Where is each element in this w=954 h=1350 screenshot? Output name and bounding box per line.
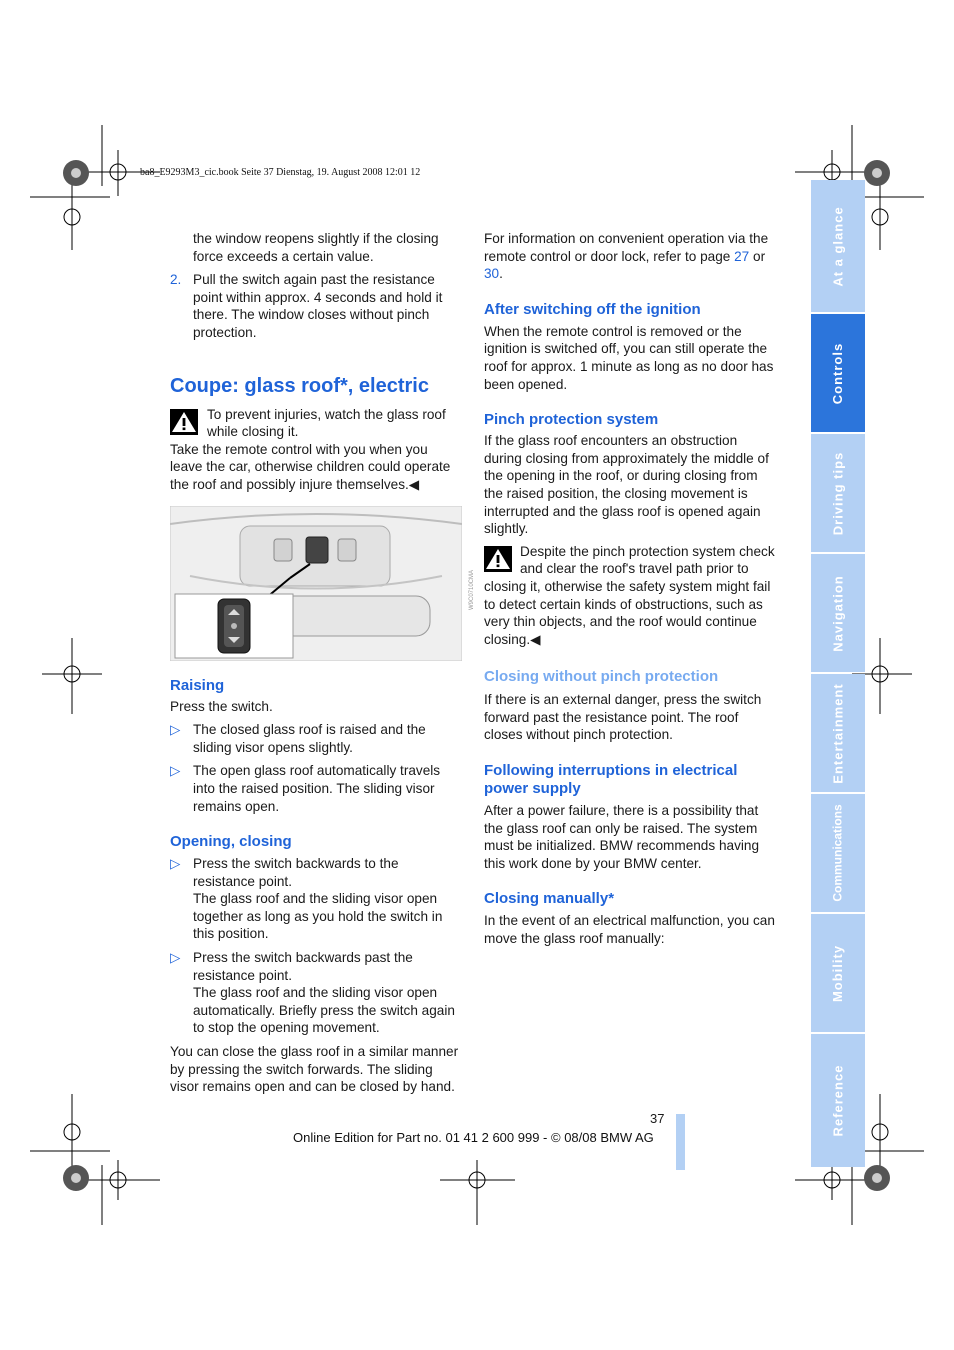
pinch-protection-text: If the glass roof encounters an obstruction during closing from approximately the middle of the opening in the roof, or during closing from the raised position, the closing movement is interrupted and the glass roof is opened again slightly. (484, 433, 769, 537)
tab-reference[interactable] (811, 1034, 865, 1167)
tab-navigation[interactable] (811, 554, 865, 672)
warning-block (170, 406, 462, 441)
list-item (170, 721, 462, 756)
pinch-protection-heading: Pinch protection system (484, 411, 659, 429)
bullet-text: The closed glass roof is raised and the sliding visor opens slightly. (193, 722, 426, 755)
text-span: . (499, 266, 503, 282)
tab-label: Controls (830, 342, 846, 404)
text-span: For information on convenient operation via the remote control or door lock, refer to page (484, 231, 769, 264)
list-item (170, 949, 462, 1037)
bullet-text: Press the switch backwards to the resistance point. (193, 856, 399, 889)
page-number: 37 (650, 1111, 665, 1126)
bullet-detail: The glass roof and the sliding visor open automatically. Briefly press the switch again to stop the opening movement. (193, 985, 455, 1036)
tab-label: Reference (830, 1064, 846, 1137)
section-title: Coupe: glass roof*, electric (170, 374, 429, 397)
intro-continuation: the window reopens slightly if the closing force exceeds a certain value. (193, 231, 439, 264)
power-interruption-text: After a power failure, there is a possibility that the glass roof can only be raised. The system must be initialized. BMW recommends having this work done by your BMW center. (484, 803, 760, 871)
remote-info-paragraph (484, 230, 776, 283)
bullet-icon: ▷ (170, 950, 181, 966)
warning-icon (484, 546, 512, 572)
warning-text: To prevent injuries, watch the glass roof while closing it. (207, 406, 446, 440)
warning-block (484, 543, 776, 649)
power-interruption-heading: Following interruptions in electrical power supply (484, 762, 738, 798)
closing-manually-heading: Closing manually* (484, 890, 615, 908)
warning-icon (170, 409, 198, 435)
opening-closing-heading: Opening, closing (170, 833, 292, 851)
figure-code: W9C0710CMA (469, 569, 475, 610)
right-column (484, 230, 776, 948)
footer-text: Online Edition for Part no. 01 41 2 600 999 - © 08/08 BMW AG (293, 1130, 654, 1145)
page-marker-bar (676, 1114, 685, 1170)
roof-switch-illustration (170, 506, 462, 661)
bullet-icon: ▷ (170, 856, 181, 872)
warning-continuation: Take the remote control with you when you leave the car, otherwise children could operate the roof and possibly injure themselves.◀ (170, 441, 451, 492)
bullet-text: Press the switch backwards past the resistance point. (193, 950, 413, 983)
closing-manually-text: In the event of an electrical malfunction, you can move the glass roof manually: (484, 913, 775, 947)
bullet-detail: The glass roof and the sliding visor open together as long as you hold the switch in this position. (193, 891, 443, 942)
left-column (170, 230, 475, 1096)
chapter-sidebar (811, 180, 865, 1167)
after-ignition-heading: After switching off the ignition (484, 300, 701, 318)
after-ignition-text: When the remote control is removed or the ignition is switched off, you can still operate the roof for approx. 1 minute as long as no door has been opened. (484, 323, 774, 392)
tab-communications[interactable] (811, 794, 865, 912)
raising-heading: Raising (170, 676, 225, 694)
tab-label: Entertainment (830, 682, 846, 784)
warning-text: Despite the pinch protection system check and clear the roof's travel path prior to closing it, otherwise the safety system might fail to detect certain kinds of obstructions, such as very thin objects, and the roof would continue closing.◀ (484, 543, 775, 647)
closing-without-pinch-heading: Closing without pinch protection (484, 668, 719, 686)
list-item (170, 762, 462, 815)
tab-label: Navigation (830, 574, 846, 652)
closing-without-pinch-text: If there is an external danger, press the switch forward past the resistance point. The roof closes without pinch protection. (484, 692, 762, 743)
step-text: Pull the switch again past the resistance point within approx. 4 seconds and hold it there. The window closes without pinch protection. (193, 272, 443, 340)
tab-label: Driving tips (830, 451, 846, 535)
list-item (170, 855, 462, 943)
bullet-text: The open glass roof automatically travels into the raised position. The sliding visor remains open. (193, 763, 441, 814)
raising-intro: Press the switch. (170, 698, 273, 714)
tab-controls[interactable] (811, 314, 865, 432)
tab-label: Mobility (830, 944, 846, 1002)
tab-at-a-glance[interactable] (811, 180, 865, 312)
page-link-30[interactable]: 30 (484, 266, 500, 282)
closing-paragraph: You can close the glass roof in a similar manner by pressing the switch forwards. The sliding visor remains open and can be closed by hand. (170, 1044, 459, 1095)
print-header: ba8_E9293M3_cic.book Seite 37 Dienstag, 19. August 2008 12:01 12 (140, 167, 421, 178)
step-number: 2. (170, 272, 182, 288)
tab-entertainment[interactable] (811, 674, 865, 792)
tab-label: Communications (831, 804, 845, 902)
text-span: or (749, 248, 766, 264)
step-2 (170, 271, 462, 341)
tab-mobility[interactable] (811, 914, 865, 1032)
bullet-icon: ▷ (170, 722, 181, 738)
page-link-27[interactable]: 27 (734, 248, 750, 264)
tab-driving-tips[interactable] (811, 434, 865, 552)
tab-label: At a glance (830, 205, 846, 287)
bullet-icon: ▷ (170, 763, 181, 779)
